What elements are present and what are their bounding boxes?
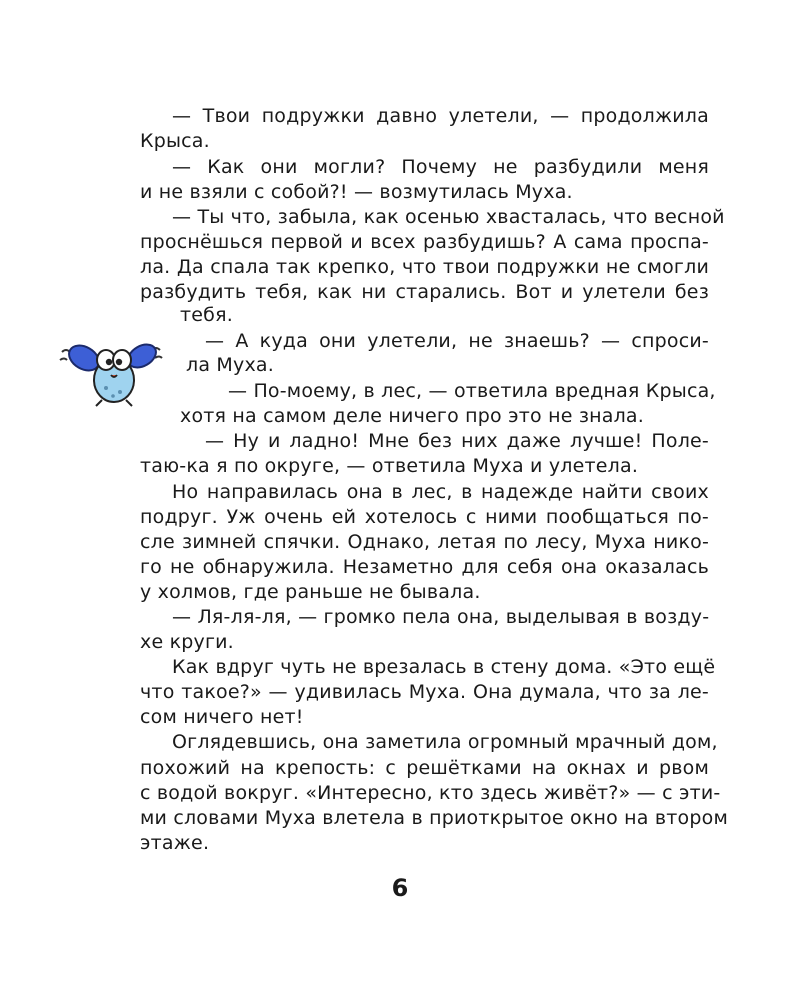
page-number: 6 bbox=[391, 874, 409, 902]
text-line: похожий на крепость: с решётками на окнах и рвом bbox=[140, 757, 709, 779]
text-line: сле зимней спячки. Однако, летая по лесу, Муха нико- bbox=[140, 531, 709, 553]
text-line: — Твои подружки давно улетели, — продолжила bbox=[172, 105, 709, 127]
text-line: ла Муха. bbox=[186, 354, 274, 376]
text-line: Как вдруг чуть не врезалась в стену дома. «Это ещё bbox=[172, 656, 716, 678]
text-line: у холмов, где раньше не бывала. bbox=[140, 581, 481, 603]
text-line: хотя на самом деле ничего про это не знала. bbox=[180, 405, 645, 427]
text-line: ми словами Муха влетела в приоткрытое окно на втором bbox=[140, 807, 728, 829]
text-line: и не взяли с собой?! — возмутилась Муха. bbox=[140, 181, 573, 203]
fly-icon bbox=[58, 330, 168, 410]
text-line: тебя. bbox=[180, 304, 233, 326]
text-line: этаже. bbox=[140, 832, 210, 854]
text-line: что такое?» — удивилась Муха. Она думала, что за ле- bbox=[140, 681, 709, 703]
text-line: таю-ка я по округе, — ответила Муха и улетела. bbox=[140, 455, 639, 477]
text-line: — А куда они улетели, не знаешь? — спроси- bbox=[205, 330, 709, 352]
text-line: — Как они могли? Почему не разбудили меня bbox=[172, 156, 709, 178]
text-line: с водой вокруг. «Интересно, кто здесь живёт?» — с эти- bbox=[140, 782, 721, 804]
text-line: подруг. Уж очень ей хотелось с ними пообщаться по- bbox=[140, 506, 709, 528]
text-line: — Ну и ладно! Мне без них даже лучше! Поле- bbox=[205, 430, 709, 452]
text-line: — Ты что, забыла, как осенью хвасталась, что весной bbox=[172, 206, 725, 228]
text-line: Оглядевшись, она заметила огромный мрачный дом, bbox=[172, 731, 718, 753]
text-line: Но направилась она в лес, в надежде найти своих bbox=[172, 481, 709, 503]
text-line: го не обнаружила. Незаметно для себя она оказалась bbox=[140, 556, 709, 578]
text-line: Крыса. bbox=[140, 130, 210, 152]
text-line: сом ничего нет! bbox=[140, 706, 304, 728]
text-line: хе круги. bbox=[140, 631, 234, 653]
text-line: проснёшься первой и всех разбудишь? А сама проспа- bbox=[140, 231, 709, 253]
text-line: ла. Да спала так крепко, что твои подружки не смогли bbox=[140, 256, 709, 278]
text-line: — Ля-ля-ля, — громко пела она, выделывая в возду- bbox=[172, 606, 710, 628]
text-line: — По-моему, в лес, — ответила вредная Крыса, bbox=[228, 380, 716, 402]
text-line: разбудить тебя, как ни старались. Вот и улетели без bbox=[140, 281, 709, 303]
